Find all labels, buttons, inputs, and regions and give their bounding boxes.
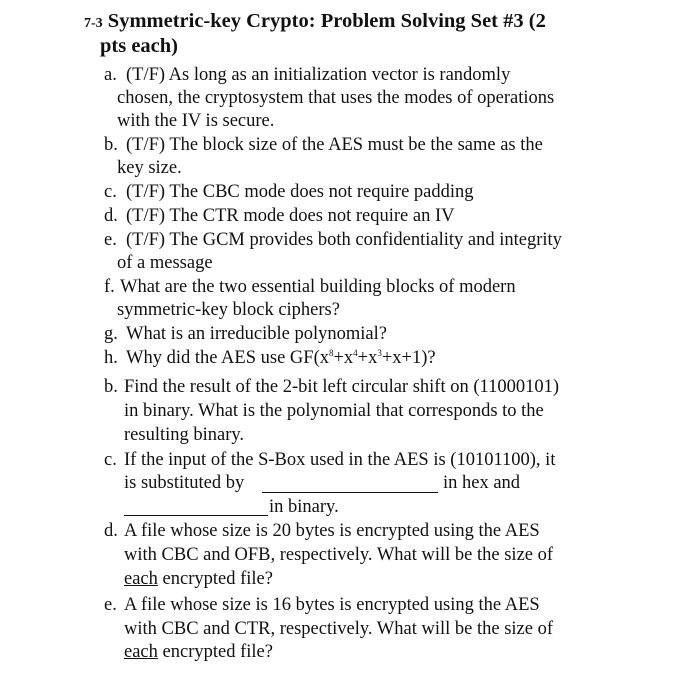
item-a-line-3: with the IV is secure. xyxy=(117,111,275,131)
item-a-marker: a. xyxy=(104,65,117,85)
item-e2-line-2: with CBC and CTR, respectively. What will be the size of xyxy=(124,619,554,639)
item-h-marker: h. xyxy=(104,348,118,368)
item-e-marker: e. xyxy=(104,230,117,250)
item-a-line-2: chosen, the cryptosystem that uses the modes of operations xyxy=(117,88,555,108)
item-e2-marker: e. xyxy=(104,595,117,615)
title-line-2: pts each) xyxy=(100,35,179,57)
item-g-marker: g. xyxy=(104,324,118,344)
item-d2-line-1: A file whose size is 20 bytes is encrypted using the AES xyxy=(124,521,540,541)
item-e-line-2: of a message xyxy=(117,253,213,273)
item-b2-marker: b. xyxy=(104,377,118,397)
item-d-line-1: (T/F) The CTR mode does not require an IV xyxy=(126,206,455,226)
title-line-1: Symmetric-key Crypto: Problem Solving Set #3 (2 xyxy=(107,10,546,32)
item-e-line-1: (T/F) The GCM provides both confidentiality and integrity xyxy=(126,230,562,250)
item-g-line-1: What is an irreducible polynomial? xyxy=(126,324,387,344)
item-c2-line-2-tail: in hex and xyxy=(443,473,521,493)
item-e2-line-1: A file whose size is 16 bytes is encrypted using the AES xyxy=(124,595,540,615)
item-c2-line-2: is substituted by xyxy=(124,473,245,493)
item-d2-line-3: each encrypted file? xyxy=(124,569,273,589)
binary-answer-blank[interactable] xyxy=(124,497,268,516)
item-f-line-2: symmetric-key block ciphers? xyxy=(117,300,340,320)
problem-number: 7-3 xyxy=(84,16,103,31)
item-c2-line-1: If the input of the S-Box used in the AES is (10101100), it xyxy=(124,450,556,470)
item-d2-marker: d. xyxy=(104,521,118,541)
item-b-marker: b. xyxy=(104,135,118,155)
item-b2-line-1: Find the result of the 2-bit left circular shift on (11000101) xyxy=(124,377,559,397)
item-h-line-1: Why did the AES use $GF(x^8+x^4+x^3+x+1)$? xyxy=(126,348,436,368)
item-b2-line-3: resulting binary. xyxy=(124,425,245,445)
item-b2-line-2: in binary. What is the polynomial that corresponds to the xyxy=(124,401,544,421)
hex-answer-blank[interactable] xyxy=(262,474,438,493)
item-c-marker: c. xyxy=(104,182,117,202)
item-a-line-1: (T/F) As long as an initialization vector is randomly xyxy=(126,65,511,85)
item-d-marker: d. xyxy=(104,206,118,226)
item-f-marker: f. xyxy=(104,277,115,297)
item-f-line-1: What are the two essential building blocks of modern xyxy=(120,277,516,297)
item-e2-line-3: each encrypted file? xyxy=(124,642,273,662)
item-c-line-1: (T/F) The CBC mode does not require padding xyxy=(126,182,474,202)
problem-title xyxy=(84,9,546,36)
item-d2-line-2: with CBC and OFB, respectively. What will be the size of xyxy=(124,545,554,565)
item-c2-line-3: in binary. xyxy=(269,497,339,517)
item-b-line-1: (T/F) The block size of the AES must be the same as the xyxy=(126,135,543,155)
item-c2-marker: c. xyxy=(104,450,117,470)
item-b-line-2: key size. xyxy=(117,158,182,178)
